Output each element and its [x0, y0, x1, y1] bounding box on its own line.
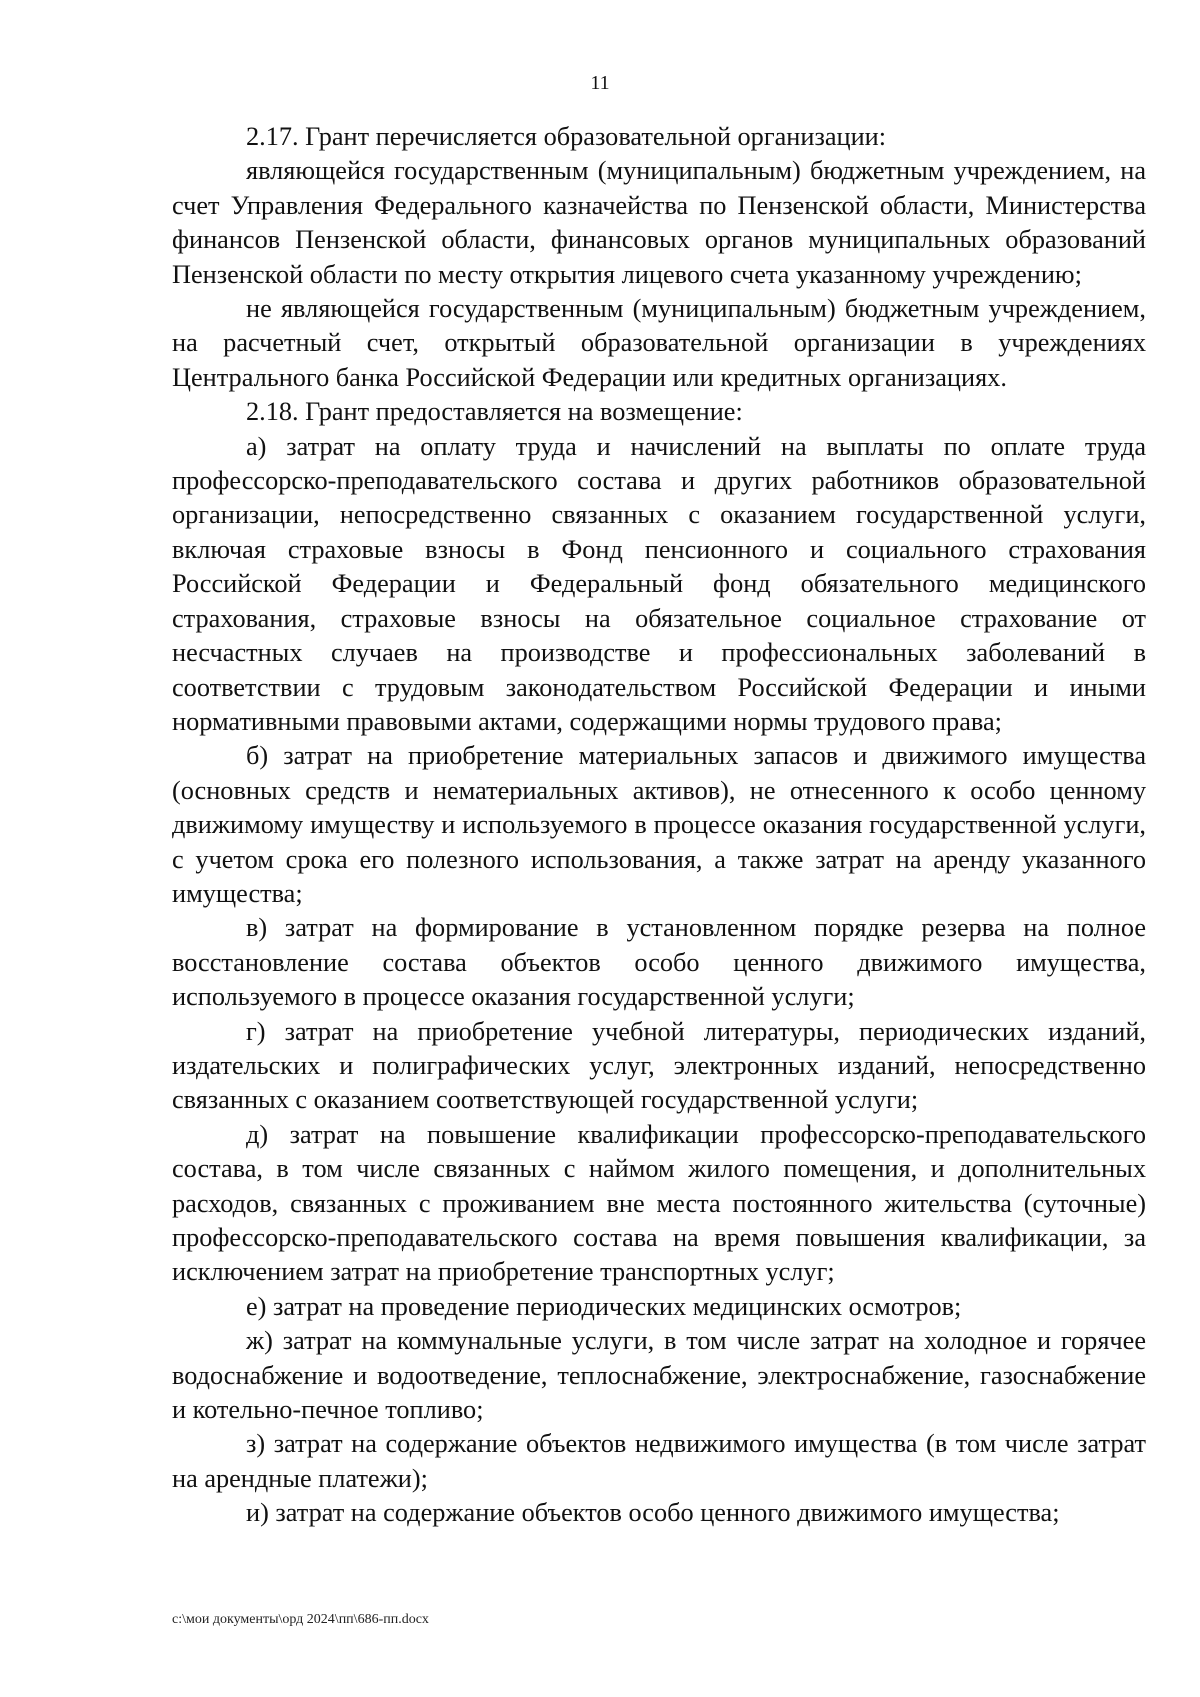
page-number: 11: [590, 72, 610, 94]
paragraph-item-zh: ж) затрат на коммунальные услуги, в том числе затрат на холодное и горячее водоснабжение и водоотведение, теплоснабжение, электроснабжение, газоснабжение и котельно-печное топливо;: [172, 1326, 1146, 1425]
paragraph-item-z: з) затрат на содержание объектов недвижимого имущества (в том числе затрат на арендные платежи);: [172, 1429, 1146, 1493]
paragraph-item-a: а) затрат на оплату труда и начислений на выплаты по оплате труда профессорско-преподавательского состава и других работников образовательной организации, непосредственно связанных с оказанием государственной услуги, включая страховые взносы в Фонд пенсионного и социального страхования Российской Федерации и Федеральный фонд обязательного медицинского страхования, страховые взносы на обязательное социальное страхование от несчастных случаев на производстве и профессиональных заболеваний в соответствии с трудовым законодательством Российской Федерации и иными нормативными правовыми актами, содержащими нормы трудового права;: [172, 431, 1146, 736]
paragraph-budget-institution: являющейся государственным (муниципальным) бюджетным учреждением, на счет Управления Федерального казначейства по Пензенской области, Министерства финансов Пензенской области, финансовых органов муниципальных образований Пензенской области по месту открытия лицевого счета указанному учреждению;: [172, 156, 1146, 289]
paragraph-2-17: 2.17. Грант перечисляется образовательной организации:: [246, 122, 887, 151]
document-body: [172, 120, 1146, 1531]
paragraph-item-e: е) затрат на проведение периодических медицинских осмотров;: [246, 1291, 962, 1321]
file-path-footer: c:\мои документы\орд 2024\пп\686-пп.docx: [172, 1612, 429, 1627]
paragraph-item-g: г) затрат на приобретение учебной литературы, периодических изданий, издательских и полиграфических услуг, электронных изданий, непосредственно связанных с оказанием соответствующей государственной услуги;: [172, 1016, 1146, 1115]
paragraph-item-i: и) затрат на содержание объектов особо ценного движимого имущества;: [246, 1498, 1060, 1528]
paragraph-non-budget-institution: не являющейся государственным (муниципальным) бюджетным учреждением, на расчетный счет, открытый образовательной организации в учреждениях Центрального банка Российской Федерации или кредитных организациях.: [172, 294, 1146, 392]
paragraph-2-18: 2.18. Грант предоставляется на возмещение:: [246, 397, 743, 427]
paragraph-item-v: в) затрат на формирование в установленном порядке резерва на полное восстановление состава объектов особо ценного движимого имущества, используемого в процессе оказания государственной услуги;: [172, 913, 1146, 1012]
paragraph-item-b: б) затрат на приобретение материальных запасов и движимого имущества (основных средств и нематериальных активов), не отнесенного к особо ценному движимому имуществу и используемого в процессе оказания государственной услуги, с учетом срока его полезного использования, а также затрат на аренду указанного имущества;: [172, 741, 1146, 908]
paragraph-item-d: д) затрат на повышение квалификации профессорско-преподавательского состава, в том числе связанных с наймом жилого помещения, и дополнительных расходов, связанных с проживанием вне места постоянного жительства (суточные) профессорско-преподавательского состава на время повышения квалификации, за исключением затрат на приобретение транспортных услуг;: [172, 1119, 1146, 1287]
